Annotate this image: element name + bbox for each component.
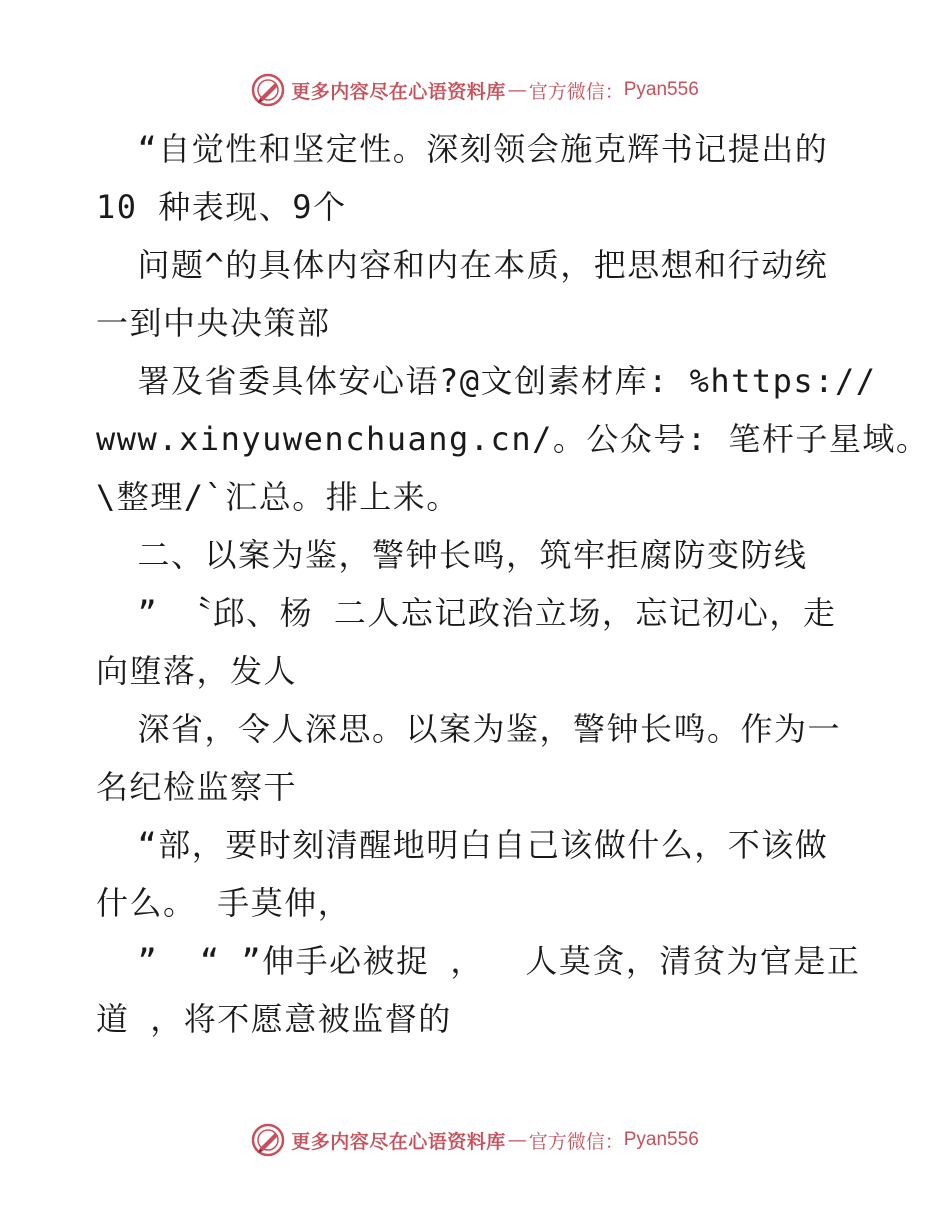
- text-line: 向堕落，发人: [96, 652, 298, 690]
- text-line: “部，要时刻清醒地明白自己该做什么，不该做: [96, 826, 829, 864]
- text-line: 问题^的具体内容和内在本质，把思想和行动统: [96, 246, 829, 284]
- banner-wechat-id: Pyan556: [623, 1129, 699, 1150]
- footer-banner: [0, 1120, 950, 1160]
- banner-wechat-label: 官方微信：: [528, 1130, 624, 1153]
- text-line: 深省，令人深思。以案为鉴，警钟长鸣。作为一: [96, 710, 842, 748]
- text-line: 一到中央决策部: [96, 304, 331, 342]
- text-line: 名纪检监察干: [96, 768, 298, 806]
- text-line: ” 〝邱、杨 二人忘记政治立场，忘记初心，走: [96, 594, 837, 632]
- pen-logo-icon: [251, 1123, 285, 1157]
- text-line: 10 种表现、9个: [96, 188, 347, 226]
- banner-title: 更多内容尽在心语资料库: [291, 80, 506, 103]
- pen-logo-icon: [251, 73, 285, 107]
- text-line: \整理/`汇总。排上来。: [96, 478, 460, 516]
- text-line: 道 ，将不愿意被监督的: [96, 1000, 452, 1038]
- banner-wechat-id: Pyan556: [623, 79, 699, 100]
- text-line: www.xinyuwenchuang.cn/。公众号: 笔杆子星域。: [96, 420, 930, 458]
- banner-title: 更多内容尽在心语资料库: [291, 1130, 506, 1153]
- banner-wechat-label: 官方微信：: [528, 80, 624, 103]
- header-banner: [0, 70, 950, 110]
- text-line: 什么。 手莫伸，: [96, 884, 352, 922]
- text-line: ” “ ”伸手必被捉 ， 人莫贪，清贫为官是正: [96, 942, 861, 980]
- banner-separator: —: [507, 79, 527, 101]
- text-line: “自觉性和坚定性。深刻领会施克辉书记提出的: [96, 130, 829, 168]
- section-heading: 二、以案为鉴，警钟长鸣，筑牢拒腐防变防线: [96, 536, 808, 574]
- document-body: [96, 120, 930, 1048]
- banner-separator: —: [507, 1129, 527, 1151]
- text-line: 署及省委具体安心语?@文创素材库: %https://: [96, 362, 877, 400]
